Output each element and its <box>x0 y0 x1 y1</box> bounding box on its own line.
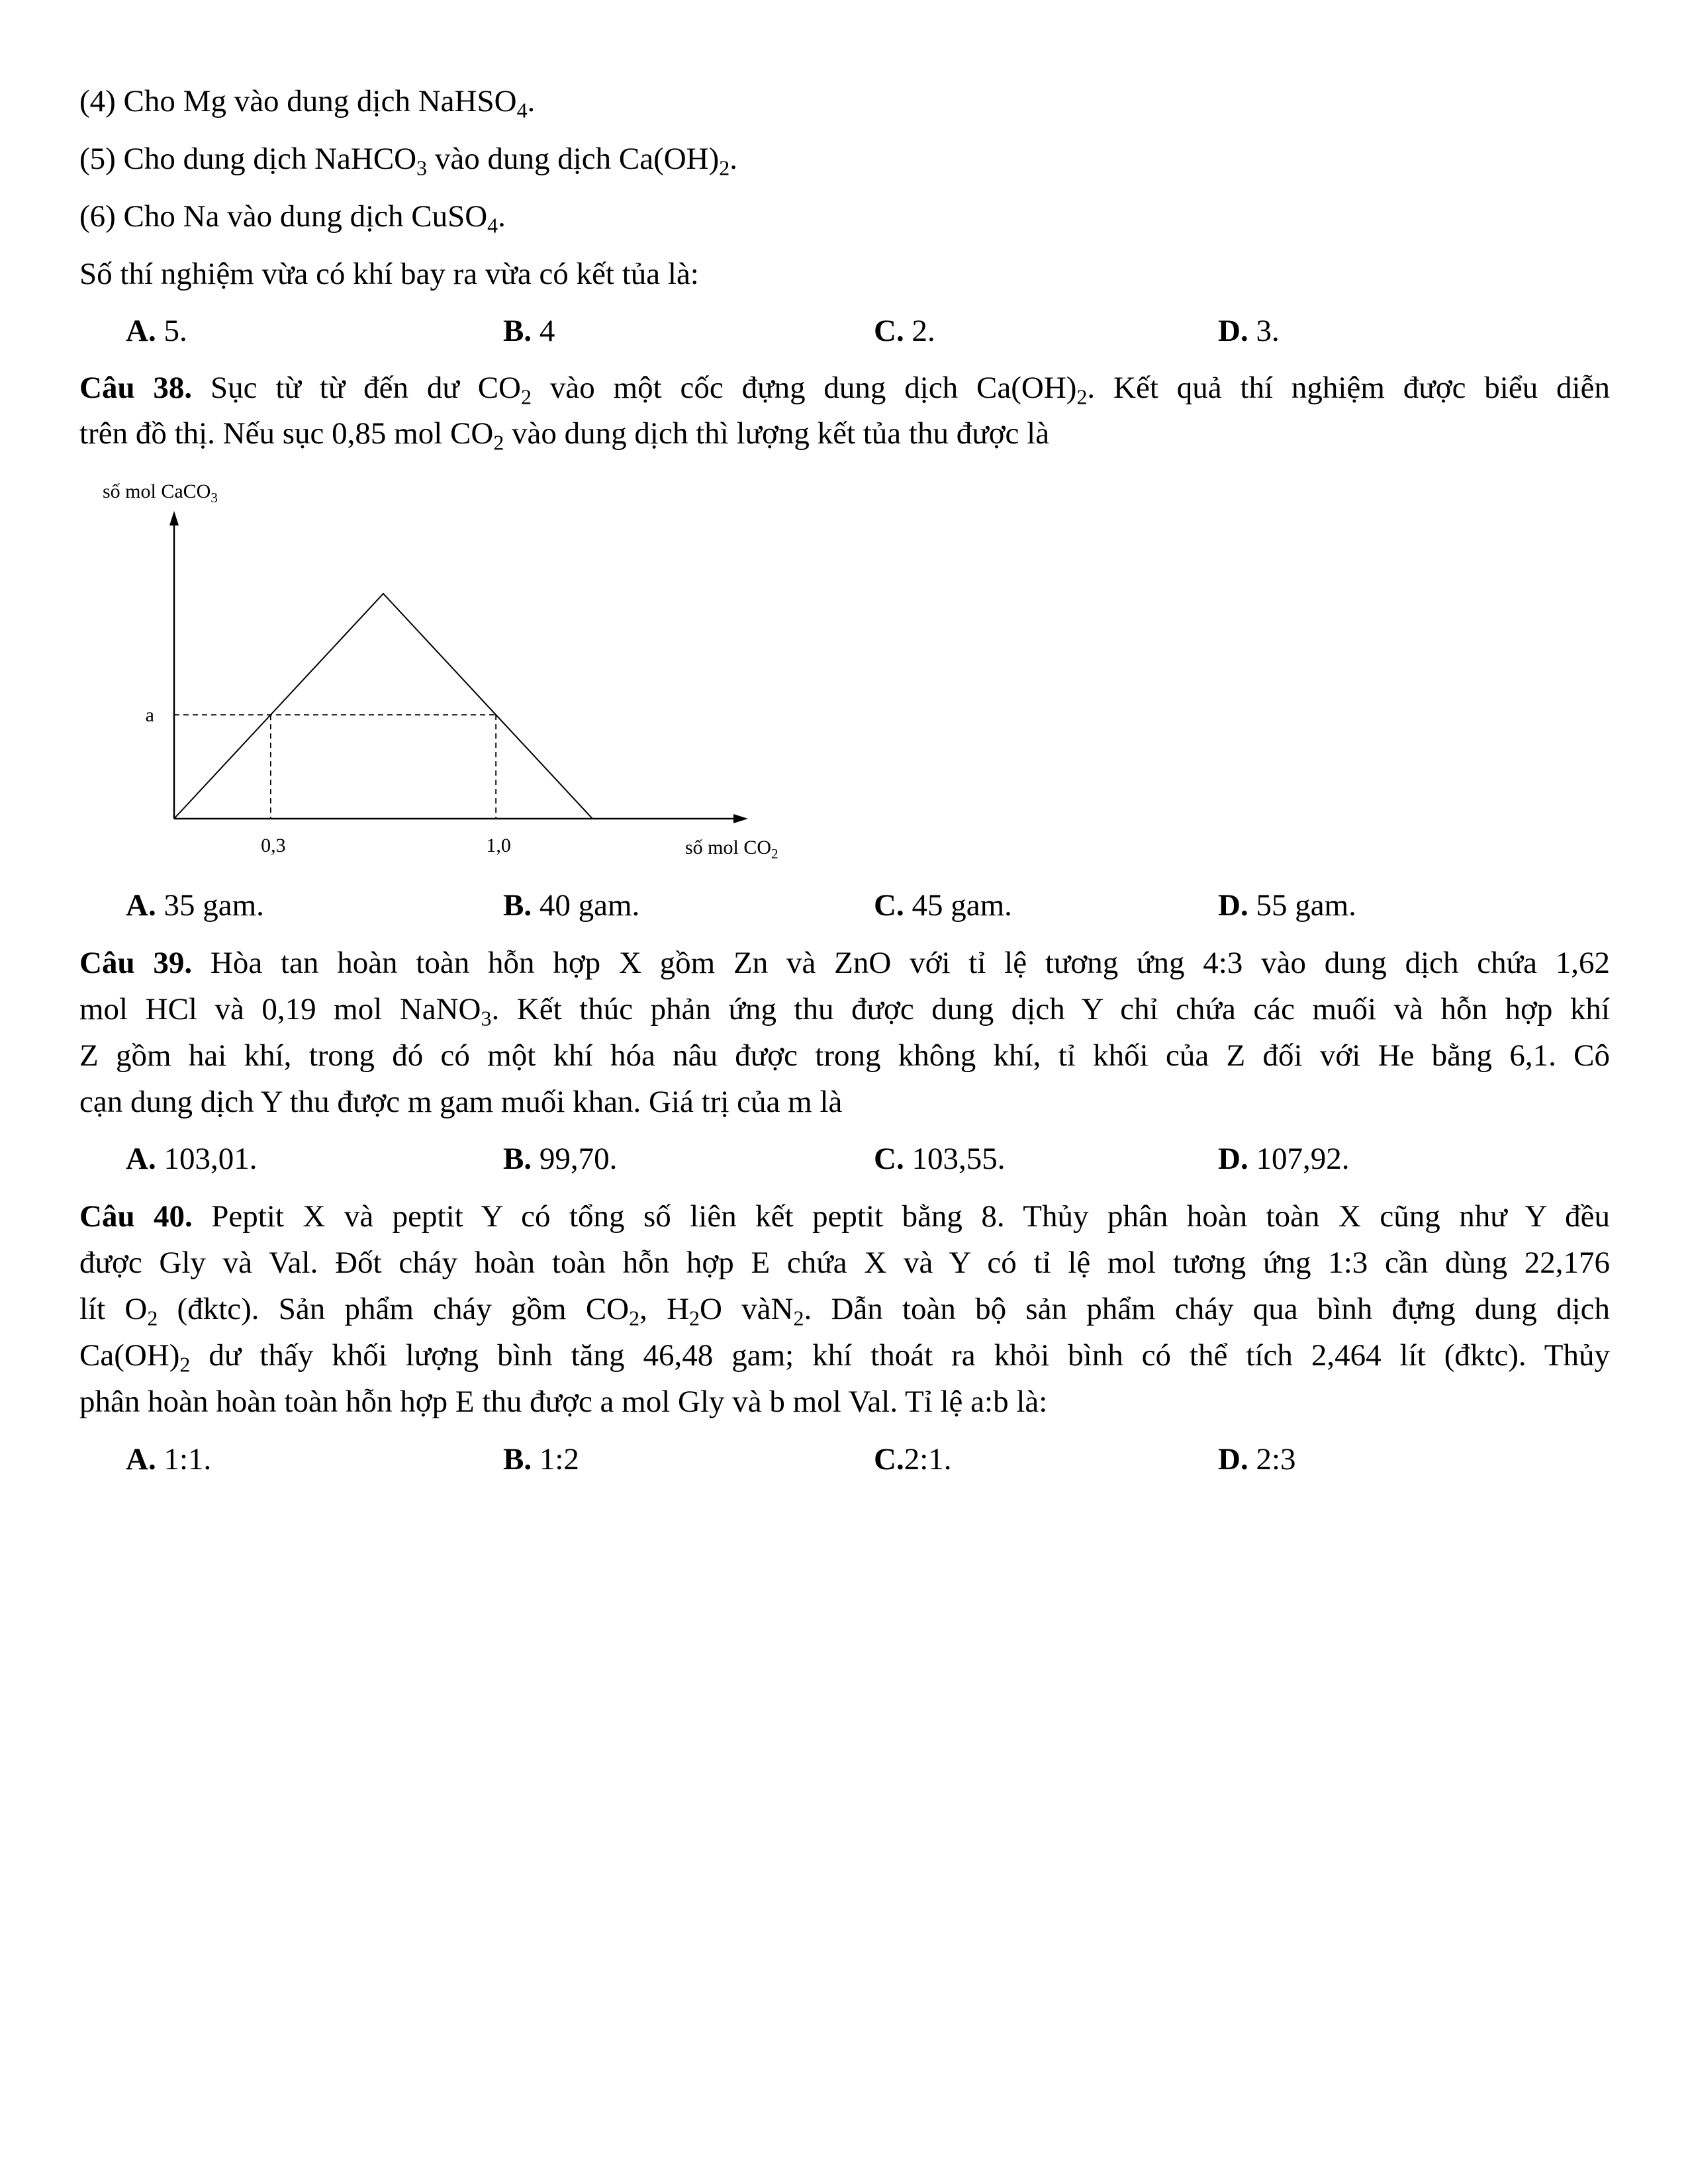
q40-option-d[interactable]: D. 2:3 <box>1218 1442 1296 1477</box>
q40-option-c[interactable]: C.2:1. <box>874 1442 952 1477</box>
experiment-6: (6) Cho Na vào dung dịch CuSO$_4$. <box>79 199 506 238</box>
q40-line-5: phân hoàn hoàn toàn hỗn hợp E thu được a mol Gly và b mol Val. Tỉ lệ a:b là: <box>79 1385 1048 1419</box>
q40-line-3: lít $O_2$ (đktc). Sản phẩm cháy gồm $CO_2$, $H_2O$ vàN$_2$. Dẫn toàn bộ sản phẩm cháy qua bình đựng dung dịch <box>79 1292 1610 1330</box>
q39-option-d[interactable]: D. 107,92. <box>1218 1142 1350 1176</box>
q39-line-2: mol HCl và 0,19 mol NaNO$_3$. Kết thúc phản ứng thu được dung dịch Y chỉ chứa các muối và hỗn hợp khí <box>79 992 1610 1030</box>
y-axis-arrow <box>169 511 179 525</box>
q38-option-c[interactable]: C. 45 gam. <box>874 888 1012 923</box>
q37-option-b[interactable]: B. 4 <box>503 314 555 348</box>
y-tick-a: a <box>145 704 154 727</box>
q38-option-b[interactable]: B. 40 gam. <box>503 888 640 923</box>
x-axis-arrow <box>733 814 748 823</box>
q40-option-a[interactable]: A. 1:1. <box>126 1442 212 1477</box>
x-tick-1-0: 1,0 <box>486 835 511 856</box>
q38-option-d[interactable]: D. 55 gam. <box>1218 888 1356 923</box>
caco3-series-line <box>174 594 592 819</box>
q40-line-4: $Ca(OH)_2$ dư thấy khối lượng bình tăng 46,48 gam; khí thoát ra khỏi bình có thể tích 2,464 lít (đktc). Thủy <box>79 1338 1610 1377</box>
q38-line-2: trên đồ thị. Nếu sục 0,85 mol $CO_2$ vào dung dịch thì lượng kết tủa thu được là <box>79 416 1050 455</box>
x-axis-label: số mol $CO_2$ <box>685 837 778 862</box>
q39-line-3: Z gồm hai khí, trong đó có một khí hóa nâu được trong không khí, tỉ khối của Z đối với He bằng 6,1. Cô <box>79 1038 1610 1073</box>
q39-option-c[interactable]: C. 103,55. <box>874 1142 1006 1176</box>
q37-option-a[interactable]: A. 5. <box>126 314 187 348</box>
q39-option-b[interactable]: B. 99,70. <box>503 1142 618 1176</box>
q38-line-1: Câu 38. Sục từ từ đến dư $CO_2$ vào một cốc đựng dung dịch $Ca(OH)_2$. Kết quả thí nghiệm được biểu diễn <box>79 371 1610 409</box>
q40-line-2: được Gly và Val. Đốt cháy hoàn toàn hỗn hợp E chứa X và Y có tỉ lệ mol tương ứng 1:3 cần dùng 22,176 <box>79 1246 1610 1280</box>
q39-line-4: cạn dung dịch Y thu được m gam muối khan. Giá trị của m là <box>79 1085 843 1119</box>
caco3-chart <box>86 471 827 868</box>
q40-line-1: Câu 40. Peptit X và peptit Y có tổng số liên kết peptit bằng 8. Thủy phân hoàn toàn X cũng như Y đều <box>79 1199 1610 1234</box>
q38-options <box>126 890 1648 930</box>
q37-option-d[interactable]: D. 3. <box>1218 314 1280 348</box>
experiment-4: (4) Cho Mg vào dung dịch NaHSO$_4$. <box>79 84 536 122</box>
q40-options <box>126 1444 1648 1484</box>
q38-option-a[interactable]: A. 35 gam. <box>126 888 264 923</box>
q37-options <box>126 316 1648 355</box>
q39-options <box>126 1144 1648 1183</box>
x-tick-0-3: 0,3 <box>261 835 286 856</box>
q40-option-b[interactable]: B. 1:2 <box>503 1442 579 1477</box>
y-axis-label: số mol CaCO$_3$ <box>103 480 218 506</box>
question-37-prompt: Số thí nghiệm vừa có khí bay ra vừa có kết tủa là: <box>79 257 699 291</box>
q39-line-1: Câu 39. Hòa tan hoàn toàn hỗn hợp X gồm Zn và ZnO với tỉ lệ tương ứng 4:3 vào dung dịch chứa 1,62 <box>79 946 1610 980</box>
q37-option-c[interactable]: C. 2. <box>874 314 935 348</box>
q39-option-a[interactable]: A. 103,01. <box>126 1142 258 1176</box>
experiment-5: (5) Cho dung dịch NaHCO$_3$ vào dung dịch $Ca(OH)_2$. <box>79 142 738 180</box>
